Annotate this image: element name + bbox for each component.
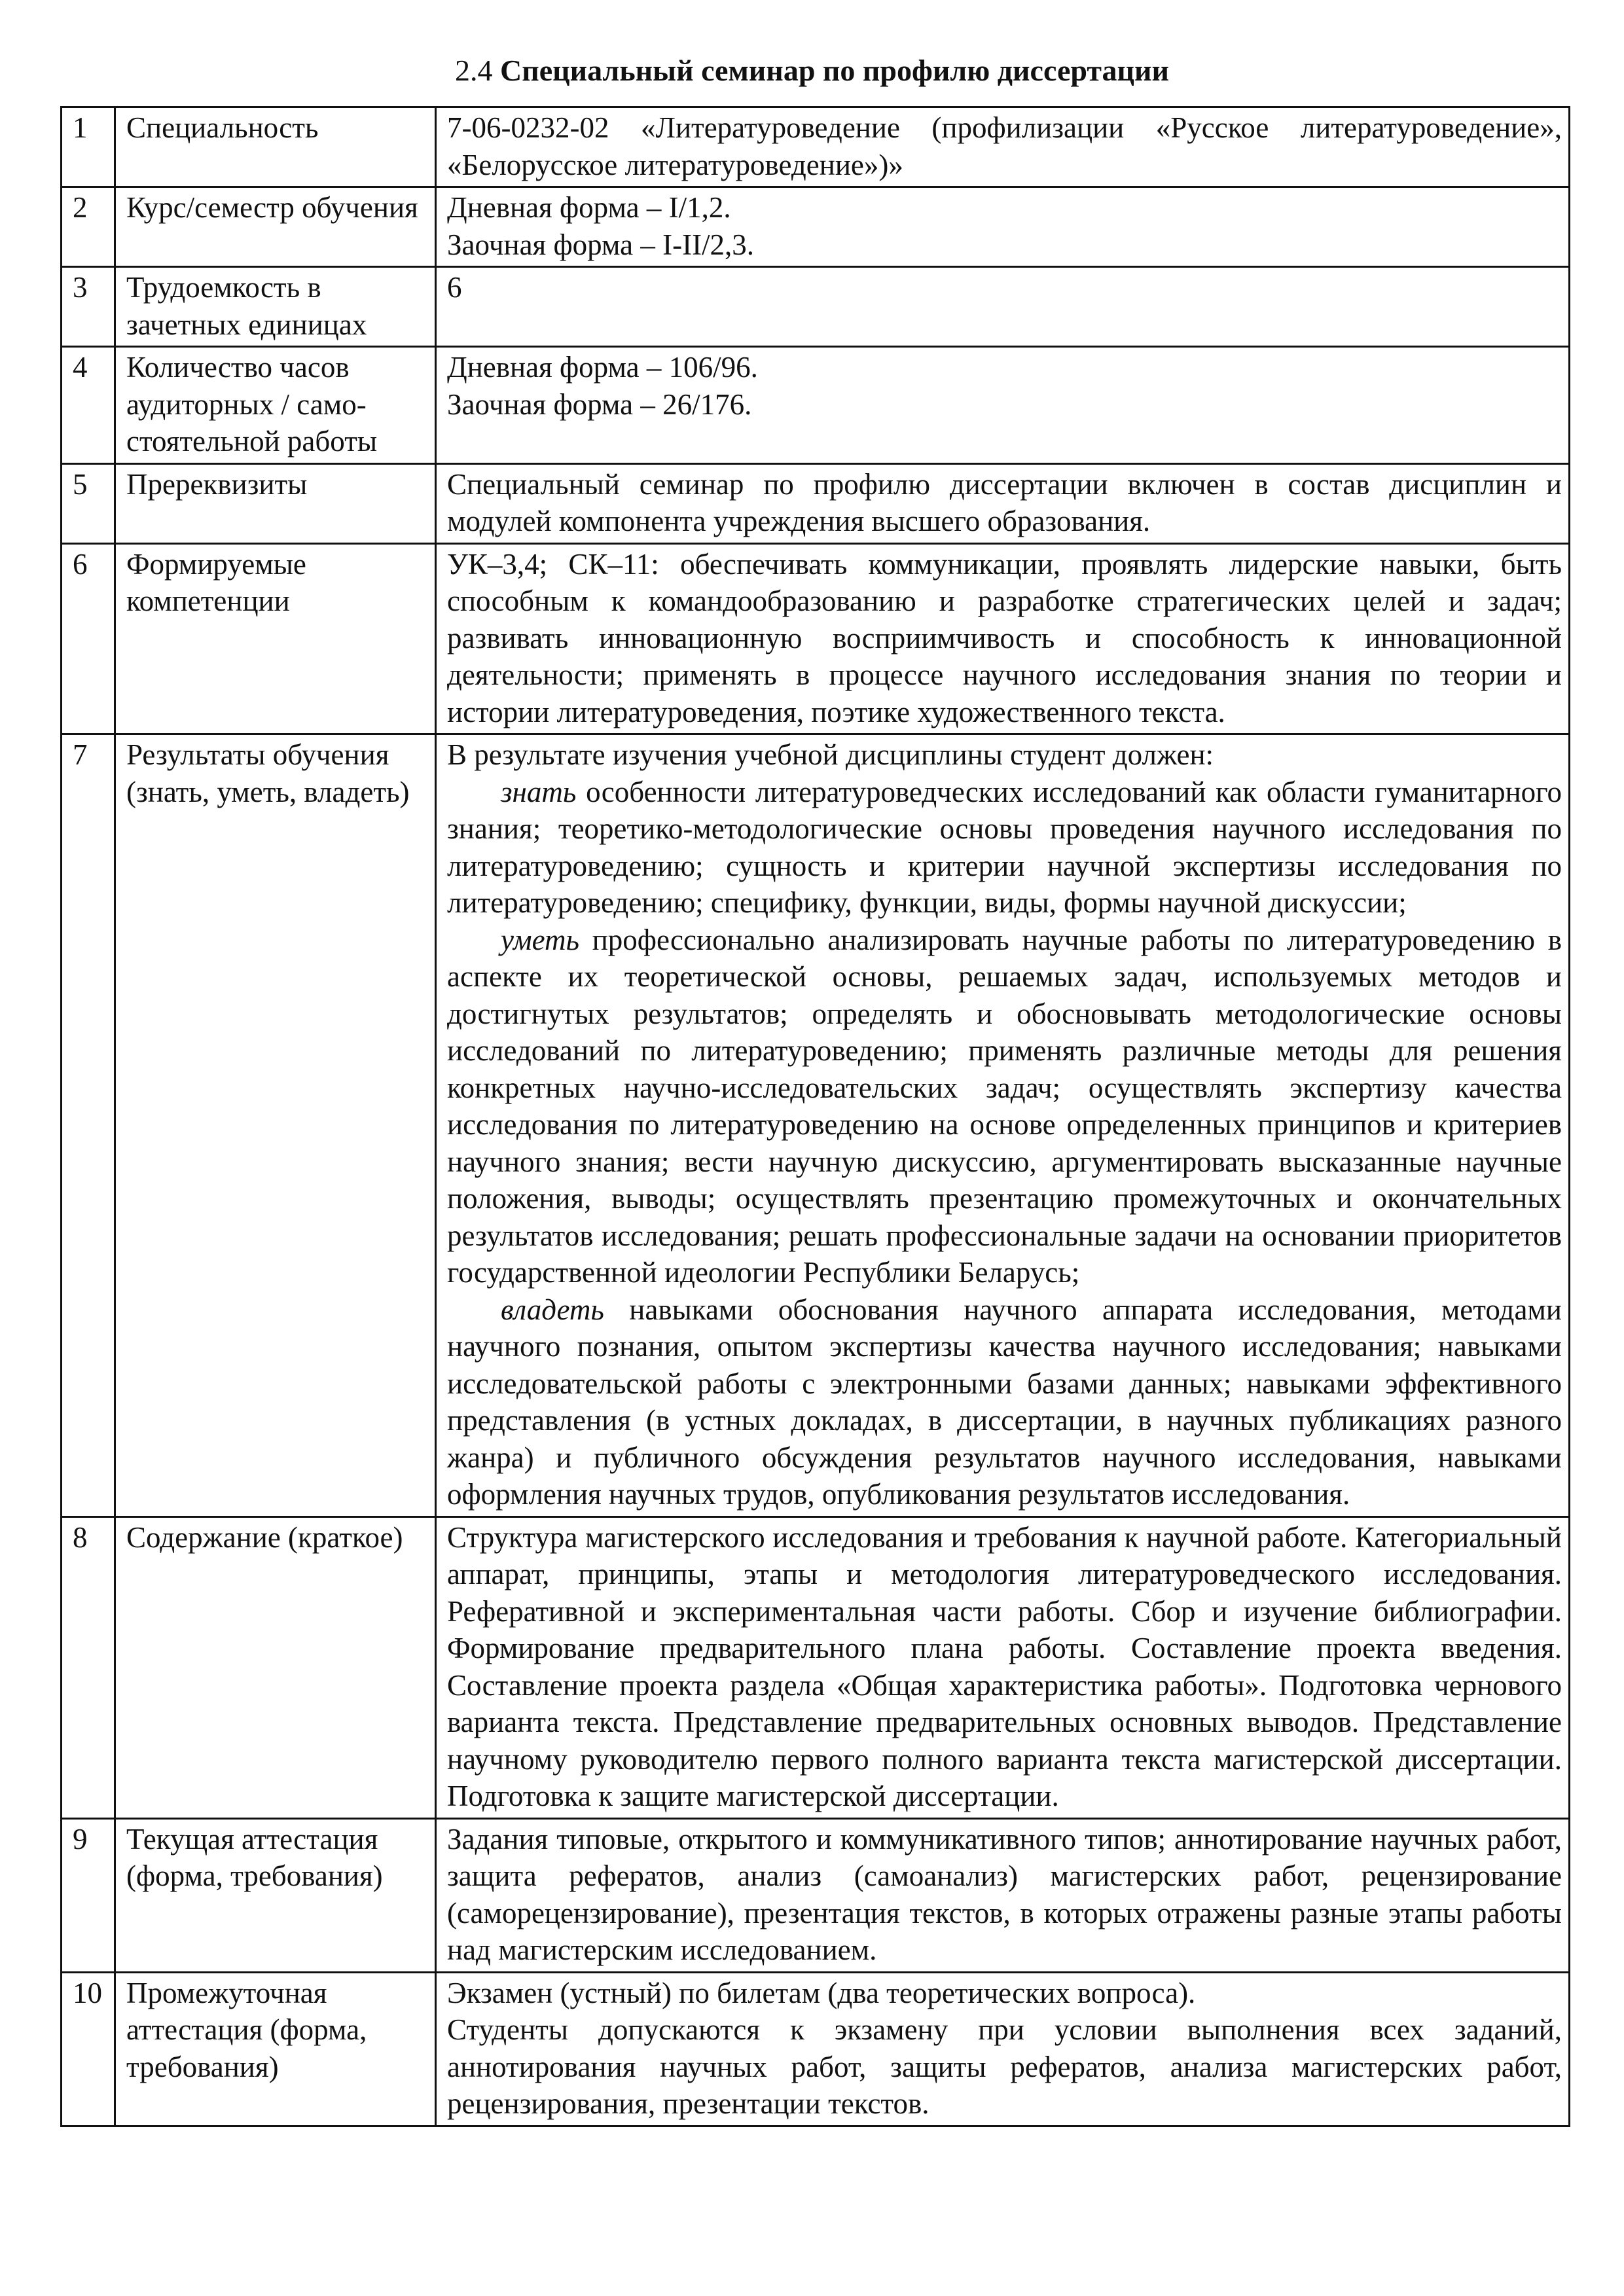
- row-content: [436, 734, 1570, 1517]
- table-row-competencies: [62, 543, 1570, 734]
- row-number: 6: [62, 543, 115, 734]
- discipline-table: [60, 106, 1570, 2127]
- outcomes-can-term: уметь: [501, 923, 579, 956]
- section-title: Специальный семинар по профилю диссертации: [499, 54, 1170, 87]
- row-label: Курс/семестр обучения: [115, 187, 436, 267]
- outcomes-own-text: навыками обоснования научного аппарата исследования, методами научного познания, опытом экспертизы качества научного исследования; навыками исследовательской работы с электронными базами данных; навыками эффективного представления (в устных докладах, в диссертации, в научных публикациях разного жанра) и публичного обсуждения результатов научного исследования, навыками оформления научных трудов, опубликования результатов исследования.: [447, 1293, 1562, 1511]
- row-label: Пререквизиты: [115, 463, 436, 543]
- outcomes-intro: В результате изучения учебной дисциплины студент должен:: [447, 738, 1214, 771]
- outcomes-can: [447, 922, 1562, 1291]
- row-content: [436, 1972, 1570, 2126]
- outcomes-own: [447, 1291, 1562, 1513]
- row-label: Промежуточная аттестация (форма, требования): [115, 1972, 436, 2126]
- row-label: Результаты обучения (знать, уметь, владеть): [115, 734, 436, 1517]
- row-number: 4: [62, 347, 115, 464]
- outcomes-own-term: владеть: [501, 1293, 604, 1326]
- content-line: Дневная форма – 106/96.: [447, 351, 758, 384]
- content-line: Дневная форма – I/1,2.: [447, 191, 731, 224]
- table-row-content-summary: [62, 1516, 1570, 1818]
- row-number: 9: [62, 1818, 115, 1972]
- row-number: 8: [62, 1516, 115, 1818]
- table-row-learning-outcomes: [62, 734, 1570, 1517]
- outcomes-know-text: особенности литературоведческих исследований как области гуманитарного знания; теоретико-методологические основы проведения научного исследования по литературоведению; сущность и критерии научной экспертизы исследования по литературоведению; специфику, функции, виды, формы научной дискуссии;: [447, 775, 1562, 919]
- section-number: 2.4: [454, 54, 493, 87]
- table-row-current-assessment: [62, 1818, 1570, 1972]
- row-content: УК–3,4; СК–11: обеспечивать коммуникации, проявлять лидерские навыки, быть способным к командообразованию и разработке стратегических целей и задач; развивать инновационную восприимчивость и способность к инновационной деятельности; применять в процессе научного исследования знания по теории и истории литературоведения, поэтике художественного текста.: [436, 543, 1570, 734]
- row-content: 6: [436, 267, 1570, 347]
- table-row-interim-assessment: [62, 1972, 1570, 2126]
- content-line: Заочная форма – 26/176.: [447, 387, 752, 421]
- row-content: [436, 187, 1570, 267]
- row-content: 7-06-0232-02 «Литературоведение (профилизации «Русское литературоведение», «Белорусское литературоведение»)»: [436, 107, 1570, 187]
- row-number: 5: [62, 463, 115, 543]
- table-row-credits: [62, 267, 1570, 347]
- row-label: Специальность: [115, 107, 436, 187]
- row-label: Текущая аттестация (форма, требования): [115, 1818, 436, 1972]
- content-line: Заочная форма – I-II/2,3.: [447, 228, 755, 261]
- row-number: 10: [62, 1972, 115, 2126]
- outcomes-know-term: знать: [501, 775, 577, 808]
- row-content: Задания типовые, открытого и коммуникативного типов; аннотирование научных работ, защита рефератов, анализ (самоанализ) магистерских работ, рецензирование (саморецензирование), презентация текстов, в которых отражены разные этапы работы над магистерским исследованием.: [436, 1818, 1570, 1972]
- page-title: [0, 51, 1624, 90]
- outcomes-can-text: профессионально анализировать научные работы по литературоведению в аспекте их теоретической основы, решаемых задач, используемых методов и достигнутых результатов; определять и обосновывать методологические основы исследований по литературоведению; применять различные методы для решения конкретных научно-исследовательских задач; осуществлять экспертизу качества исследования по литературоведению на основе определенных принципов и критериев научного знания; вести научную дискуссию, аргументировать высказанные научные положения, выводы; осуществлять презентацию промежуточных и окончательных результатов исследования; решать профессиональные задачи на основании приоритетов государственной идеологии Республики Беларусь;: [447, 923, 1562, 1289]
- table-row-prerequisites: [62, 463, 1570, 543]
- row-content: Структура магистерского исследования и требования к научной работе. Категориальный аппарат, принципы, этапы и методология литературоведческого исследования. Реферативной и экспериментальная части работы. Сбор и изучение библиографии. Формирование предварительного плана работы. Составление проекта введения. Составление проекта раздела «Общая характеристика работы». Подготовка чернового варианта текста. Представление предварительных основных выводов. Представление научному руководителю первого полного варианта текста магистерской диссертации. Подготовка к защите магистерской диссертации.: [436, 1516, 1570, 1818]
- row-label: Количество часов аудиторных / само-стоятельной работы: [115, 347, 436, 464]
- row-number: 3: [62, 267, 115, 347]
- row-label: Содержание (краткое): [115, 1516, 436, 1818]
- table-row-course-semester: [62, 187, 1570, 267]
- exam-format: Экзамен (устный) по билетам (два теоретических вопроса).: [447, 1976, 1196, 2009]
- exam-admission: Студенты допускаются к экзамену при условии выполнения всех заданий, аннотирования научных работ, защиты рефератов, анализа магистерских работ, рецензирования, презентации текстов.: [447, 2013, 1562, 2120]
- table-row-specialty: [62, 107, 1570, 187]
- row-content: Специальный семинар по профилю диссертации включен в состав дисциплин и модулей компонента учреждения высшего образования.: [436, 463, 1570, 543]
- row-number: 7: [62, 734, 115, 1517]
- row-label: Трудоемкость в зачетных единицах: [115, 267, 436, 347]
- row-content: [436, 347, 1570, 464]
- row-number: 2: [62, 187, 115, 267]
- row-number: 1: [62, 107, 115, 187]
- outcomes-know: [447, 774, 1562, 922]
- row-label: Формируемые компетенции: [115, 543, 436, 734]
- table-row-hours: [62, 347, 1570, 464]
